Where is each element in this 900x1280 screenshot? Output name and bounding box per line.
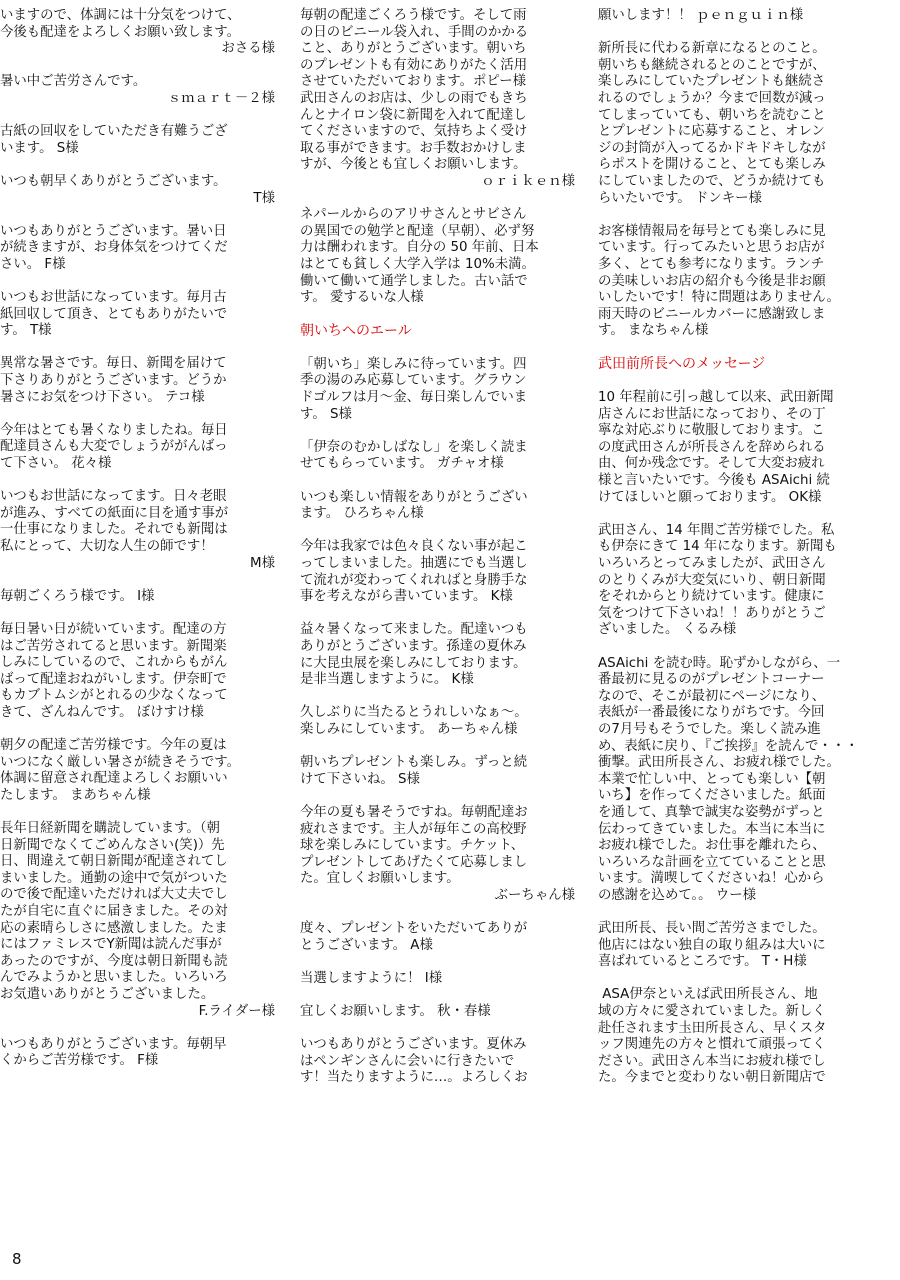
message-text: いつもお世話になってます。日々老眼 が進み、すべての紙面に目を通す事が 一仕事になりました。それでも新聞は 私にとって、大切な人生の師です！	[0, 489, 229, 554]
message-text: ASAichi を読む時。恥ずかしながら、一 番最初に見るのがプレゼントコーナー なので、そこが最初にページになり、 表紙が一番最後になりがちです。今回 の7月号もそうでした。楽しく読み進 め、表紙に戻り、『ご挨拶』を読んで・・・ 衝撃。武田所長さん、お疲れ様でした。 本業で忙しい中、とっても楽しい【朝 いち】を作ってくださいました。紙面 を通して、真摯で誠実な姿勢がずっと 伝わってきていました。本当に本当に お疲れ様でした。お仕事を離れたら、 いろいろな計画を立てていることと思 います。満喫してくださいね！心から の感謝を込めて。。 ウー様	[598, 655, 859, 903]
reader-message	[300, 357, 575, 423]
reader-message	[0, 174, 275, 207]
reader-message	[0, 589, 275, 606]
message-text: 朝夕の配達ご苦労様です。今年の夏は いつになく厳しい暑さが続きそうです。 体調に留意され配達よろしくお願いい たします。 まあちゃん様	[0, 738, 240, 803]
section-heading: 武田前所長へのメッセージ	[598, 356, 766, 373]
message-text: 暑い中ご苦労さんです。	[0, 74, 147, 90]
reader-message	[300, 1004, 575, 1021]
reader-message	[0, 356, 275, 406]
reader-message	[300, 539, 575, 605]
reader-message	[598, 921, 873, 971]
message-signature: ｓｍａｒｔ－２様	[167, 90, 275, 106]
reader-message	[0, 1037, 275, 1070]
message-text: 「朝いち」楽しみに待っています。四 季の湯のみ応募しています。グラウン ドゴルフは月～金、毎日楽しんでいま す。 S様	[300, 356, 528, 422]
message-text: 異常な暑さです。毎日、新聞を届けて 下さりありがとうございます。どうか 暑さにお気をつけ下さい。 テコ様	[0, 356, 227, 405]
message-signature: T様	[253, 190, 275, 206]
reader-message	[598, 8, 873, 25]
message-text: いつもお世話になっています。毎月古 紙回収して頂き、とてもありがたいで す。 T様	[0, 290, 228, 339]
message-text: 久しぶりに当たるとうれしいなぁ～。 楽しみにしています。 あーちゃん様	[300, 705, 528, 737]
reader-message	[0, 290, 275, 340]
reader-message	[0, 738, 275, 804]
reader-message	[0, 821, 275, 1020]
column-left	[0, 8, 275, 1087]
message-signature: F.ライダー様	[198, 1003, 275, 1019]
reader-message	[0, 489, 275, 572]
reader-message	[300, 490, 575, 523]
message-text: いつもありがとうございます。暑い日 が続きますが、お身体気をつけてくだ さい。 F様	[0, 223, 228, 272]
reader-message	[300, 705, 575, 738]
message-text: 「伊奈のむかしばなし」を楽しく読ま せてもらっています。 ガチャオ様	[300, 439, 528, 472]
reader-message	[0, 8, 275, 58]
reader-message	[300, 440, 575, 473]
reader-message	[598, 523, 873, 639]
section-heading: 朝いちへのエール	[300, 323, 412, 340]
message-text: 武田所長、長い間ご苦労さまでした。 他店にはない独自の取り組みは大いに 喜ばれているところです。 T・H様	[598, 921, 826, 970]
message-text: いつも楽しい情報をありがとうござい ます。 ひろちゃん様	[300, 489, 528, 522]
message-text: 長年日経新聞を購読しています。（朝 日新聞でなくてごめんなさい(笑)）先 日、間違えて朝日新聞が配達されてし まいました。通勤の途中で気がついた ので後で配達いただければ大丈夫でし たが自宅に直ぐに届きました。その対 応の素晴らしさに感激しました。たま にはファミレスでY新聞は読んだ事が あったのですが、今度は朝日新聞も読 んでみようかと思いました。いろいろ お気遣いありがとうございました。	[0, 821, 228, 1003]
reader-message	[0, 423, 275, 473]
message-text: いますので、体調には十分気をつけて、 今後も配達をよろしくお願い致します。	[0, 8, 241, 40]
message-text: 今年の夏も暑そうですね。毎朝配達お 疲れさまです。主人が毎年この高校野 球を楽しみにしています。チケット、 プレゼントしてあげたくて応募しまし た。宜しくお願いします。	[300, 804, 528, 887]
column-right	[598, 8, 873, 1104]
reader-message	[0, 622, 275, 722]
column-middle	[300, 8, 575, 1104]
message-text: 今年はとても暑くなりましたね。毎日 配達員さんも大変でしょうががんばっ て下さい。 花々様	[0, 422, 228, 472]
message-text: 益々暑くなって来ました。配達いつも ありがとうございます。孫達の夏休み に大昆虫展を楽しみにしております。 是非当選しますように。 K様	[300, 622, 528, 688]
reader-message	[598, 41, 873, 207]
message-signature: ｏｒｉｋｅｎ様	[481, 173, 575, 189]
message-text: 朝いちプレゼントも楽しみ。ずっと続 けて下さいね。 S様	[300, 755, 528, 787]
reader-message	[300, 755, 575, 788]
reader-message	[598, 224, 873, 340]
message-signature: M様	[250, 555, 275, 571]
message-text: 古紙の回収をしていただき有難うござ います。 S様	[0, 124, 228, 156]
message-text: 10 年程前に引っ越して以来、武田新聞 店さんにお世話になっており、その丁 寧な対応ぶりに敬服しております。こ の度武田さんが所長さんを辞められる 由、何か残念です。そして大変お疲れ 様と言いたいです。今後も ASAichi 続 けてほしいと願っております。 OK様	[598, 390, 834, 505]
message-text: 当選しますように！ I様	[300, 970, 443, 986]
message-text: 新所長に代わる新章になるとのこと。 朝いちも継続されるとのことですが、 楽しみにしていたプレゼントも継続さ れるのでしょうか？今まで回数が減っ てしまっていても、朝いちを読むこと とプレゼントに応募すること、オレン ジの封筒が入ってるかドキドキしなが らポストを開けること、とても楽しみ にしていましたので、どうか続けても らいたいです。 ドンキー様	[598, 41, 826, 206]
message-signature: ぶーちゃん様	[494, 887, 575, 903]
message-signature: おさる様	[221, 41, 275, 57]
reader-message	[598, 390, 873, 506]
message-text: 武田さん、14 年間ご苦労様でした。私 も伊奈にきて 14 年になります。新聞も いろいろとってみましたが、武田さん のとりくみが大変気にいり、朝日新聞 をそれからとり続けています。健康に 気をつけて下さいね！！ありがとうご ざいました。 くるみ様	[598, 522, 837, 638]
message-text: いつもありがとうございます。毎朝早 くからご苦労様です。 F様	[0, 1036, 227, 1069]
reader-message	[300, 971, 575, 988]
message-text: 度々、プレゼントをいただいてありが とうございます。 A様	[300, 921, 528, 953]
message-text: お客様情報局を毎号とても楽しみに見 ています。行ってみたいと思うお店が 多く、とても参考になります。ランチ の美味しいお店の紹介も今後是非お願 いしたいです！特に問題はありません。 雨天時のビニールカバーに感謝致しま す。 まなちゃん様	[598, 223, 840, 339]
message-text: ASA伊奈といえば武田所長さん、地 域の方々に愛されていました。新しく 赴任されます圡田所長さん、早くスタ ッフ関連先の方々と慣れて頑張ってく ださい。武田さん本当にお疲れ様でし た。今までと変わりない朝日新聞店で	[598, 987, 827, 1086]
reader-message	[300, 207, 575, 307]
reader-message	[300, 8, 575, 191]
message-text: 毎朝の配達ごくろう様です。そして雨 の日のビニール袋入れ、手間のかかる こと、ありがとうございます。朝いち のプレゼントも有効にありがたく活用 させていただいております。ポピー様 武田さんのお店は、少しの雨でもきち んとナイロン袋に新聞を入れて配達し てくださいますので、気持ちよく受け 取る事ができます。お手数おかけしま すが、今後とも宜しくお願いします。	[300, 8, 529, 173]
reader-message	[300, 805, 575, 905]
reader-message	[598, 987, 873, 1087]
message-text: 今年は我家では色々良くない事が起こ ってしまいました。抽選にでも当選し て流れが変わってくれればと身勝手な 事を考えながら書いています。 K様	[300, 539, 528, 605]
message-text: いつもありがとうございます。夏休み はペンギンさんに会いに行きたいで す！当たりますように…。よろしくお	[300, 1037, 528, 1086]
message-text: 毎日暑い日が続いています。配達の方 はご苦労されてると思います。新聞楽 しみにしているので、これからもがん ばって配達おねがいします。伊奈町で もカブトムシがとれるの少なくなって きて、ざんねんです。 ぼけすけ様	[0, 621, 228, 720]
reader-message	[0, 124, 275, 157]
reader-message	[0, 224, 275, 274]
message-text: いつも朝早くありがとうございます。	[0, 173, 227, 189]
reader-message	[598, 656, 873, 905]
reader-message	[300, 622, 575, 688]
page-number: 8	[12, 1250, 22, 1268]
message-text: ネパールからのアリサさんとサビさん の異国での勉学と配達（早朝）、必ず努 力は酬われます。自分の 50 年前、日本 はとても貧しく大学入学は 10%未満。 働いて働いて通学しました。古い話で す。 愛するいな人様	[300, 207, 539, 306]
message-text: 願いします！！ ｐｅｎｇｕｉｎ様	[598, 8, 804, 23]
reader-message	[300, 1037, 575, 1087]
reader-message	[0, 74, 275, 107]
message-text: 毎朝ごくろう様です。 I様	[0, 588, 155, 604]
reader-message	[300, 921, 575, 954]
message-text: 宜しくお願いします。 秋・春様	[300, 1004, 491, 1020]
